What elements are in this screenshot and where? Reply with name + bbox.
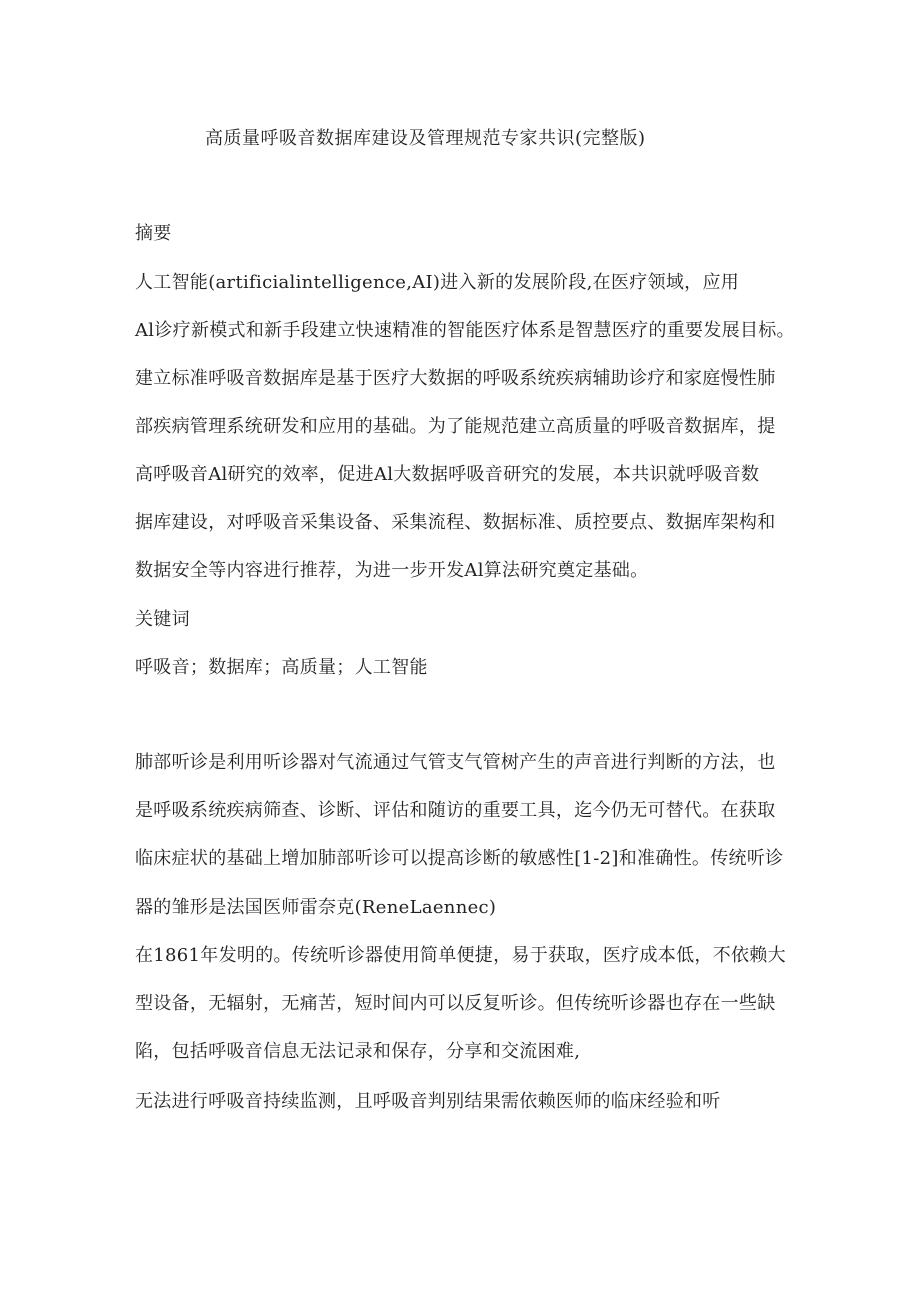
abstract-line: 人工智能(artificialintelligence,AI)进入新的发展阶段,在医疗领域，应用 [135,272,740,293]
body-line: 器的雏形是法国医师雷奈克(ReneLaennec) [135,897,497,918]
abstract-line: 据库建设，对呼吸音采集设备、采集流程、数据标准、质控要点、数据库架构和 [135,512,776,533]
body-line: 是呼吸系统疾病筛查、诊断、评估和随访的重要工具，迄今仍无可替代。在获取 [135,800,776,821]
body-line: 在1861年发明的。传统听诊器使用简单便捷，易于获取，医疗成本低，不依赖大 [135,945,786,966]
abstract-line: Al诊疗新模式和新手段建立快速精准的智能医疗体系是智慧医疗的重要发展目标。 [135,320,795,341]
keywords-list: 呼吸音；数据库；高质量；人工智能 [135,657,428,678]
body-line: 无法进行呼吸音持续监测，且呼吸音判别结果需依赖医师的临床经验和听 [135,1091,721,1112]
abstract-line: 部疾病管理系统研发和应用的基础。为了能规范建立高质量的呼吸音数据库，提 [135,416,776,437]
body-line: 临床症状的基础上增加肺部听诊可以提高诊断的敏感性[1-2]和准确性。传统听诊 [135,848,784,869]
keywords-heading: 关键词 [135,609,190,630]
abstract-heading: 摘要 [135,223,172,244]
body-line: 陷，包括呼吸音信息无法记录和保存，分享和交流困难, [135,1041,581,1062]
body-line: 肺部听诊是利用听诊器对气流通过气管支气管树产生的声音进行判断的方法，也 [135,752,776,773]
abstract-line: 数据安全等内容进行推荐，为进一步开发Al算法研究奠定基础。 [135,560,649,581]
abstract-line: 建立标准呼吸音数据库是基于医疗大数据的呼吸系统疾病辅助诊疗和家庭慢性肺 [135,368,776,389]
document-title: 高质量呼吸音数据库建设及管理规范专家共识(完整版) [205,128,646,149]
abstract-line: 高呼吸音Al研究的效率，促进Al大数据呼吸音研究的发展，本共识就呼吸音数 [135,464,760,485]
body-line: 型设备，无辐射，无痛苦，短时间内可以反复听诊。但传统听诊器也存在一些缺 [135,993,776,1014]
